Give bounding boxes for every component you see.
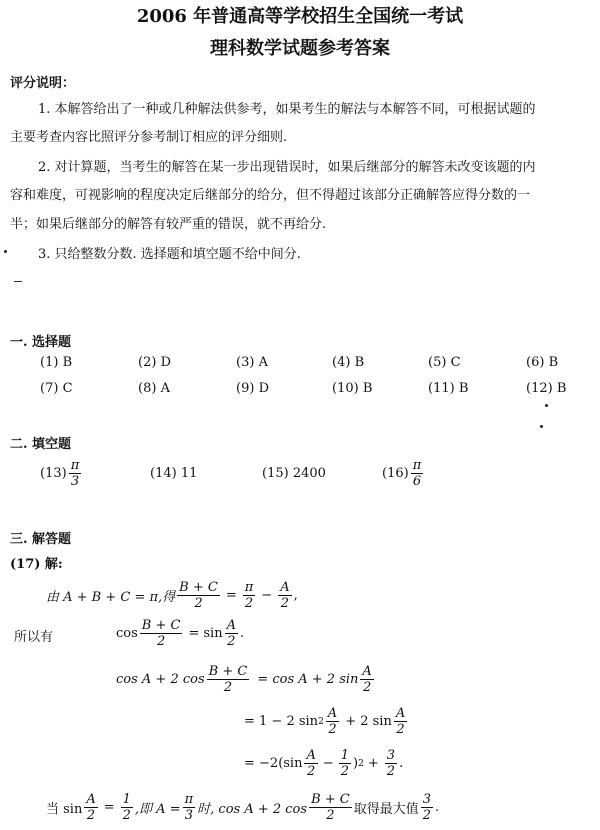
section-3-heading: 三. 解答题	[10, 532, 72, 547]
section-1-heading: 一. 选择题	[10, 335, 72, 350]
stray-dash	[14, 281, 22, 282]
fill-15: (15) 2400	[262, 466, 326, 481]
answer-8: (8) A	[138, 381, 170, 396]
q17-step-5: = −2(sin $\frac{A}{2}$ − $\frac{1}{2}$ ) 2 + $\frac{3}{2}$ .	[244, 748, 404, 779]
q17-so: 所以有	[14, 630, 54, 645]
answer-1: (1) B	[40, 355, 73, 370]
answer-12: (12) B	[526, 381, 567, 396]
fill-16: (16) $\frac{\pi}{6}$	[382, 458, 422, 489]
q17-conclusion: 当 sin $\frac{A}{2}$ = $\frac{1}{2}$ ,即 A = $\frac{\pi}{3}$ 时, cos A + 2 cos $\frac{B + C}{2}$ 取得最大值 $\frac{3}{2}$ .	[46, 792, 440, 823]
scan-speck	[545, 404, 548, 407]
page-subtitle: 理科数学试题参考答案	[210, 38, 390, 59]
scan-speck	[4, 250, 7, 253]
q17-step-4: = 1 − 2 sin 2 $\frac{A}{2}$ + 2 sin $\frac{A}{2}$	[244, 706, 406, 737]
answer-6: (6) B	[526, 355, 559, 370]
answer-10: (10) B	[332, 381, 373, 396]
note-2-line-3: 半；如果后继部分的解答有较严重的错误，就不再给分.	[10, 217, 327, 232]
scan-speck	[540, 425, 543, 428]
notes-heading: 评分说明：	[10, 76, 76, 91]
answer-4: (4) B	[332, 355, 365, 370]
answer-9: (9) D	[236, 381, 269, 396]
answer-11: (11) B	[428, 381, 469, 396]
q17-label: (17) 解:	[10, 557, 63, 572]
q17-step-3: cos A + 2 cos $\frac{B + C}{2}$ = cos A + 2 sin $\frac{A}{2}$	[116, 664, 372, 695]
answer-3: (3) A	[236, 355, 268, 370]
answer-2: (2) D	[138, 355, 171, 370]
note-2-line-1: 2. 对计算题，当考生的解答在某一步出现错误时，如果后继部分的解答未改变该题的内	[38, 160, 536, 175]
answer-7: (7) C	[40, 381, 73, 396]
q17-step-2: cos $\frac{B + C}{2}$ = sin $\frac{A}{2}$ .	[116, 618, 245, 649]
answer-5: (5) C	[428, 355, 461, 370]
fill-14: (14) 11	[150, 466, 198, 481]
note-2-line-2: 容和难度，可视影响的程度决定后继部分的给分，但不得超过该部分正确解答应得分数的一	[10, 188, 531, 203]
note-1-line-1: 1. 本解答给出了一种或几种解法供参考，如果考生的解法与本解答不同，可根据试题的	[38, 102, 536, 117]
section-2-heading: 二. 填空题	[10, 437, 72, 452]
fill-13: (13) $\frac{\pi}{3}$	[40, 458, 80, 489]
note-3: 3. 只给整数分数. 选择题和填空题不给中间分.	[38, 247, 301, 262]
note-1-line-2: 主要考查内容比照评分参考制订相应的评分细则.	[10, 130, 288, 145]
q17-step-1: 由 A + B + C = π,得 $\frac{B + C}{2}$ = $\frac{\pi}{2}$ − $\frac{A}{2}$ ,	[46, 580, 298, 611]
page-title: 2006 年普通高等学校招生全国统一考试	[136, 6, 464, 27]
